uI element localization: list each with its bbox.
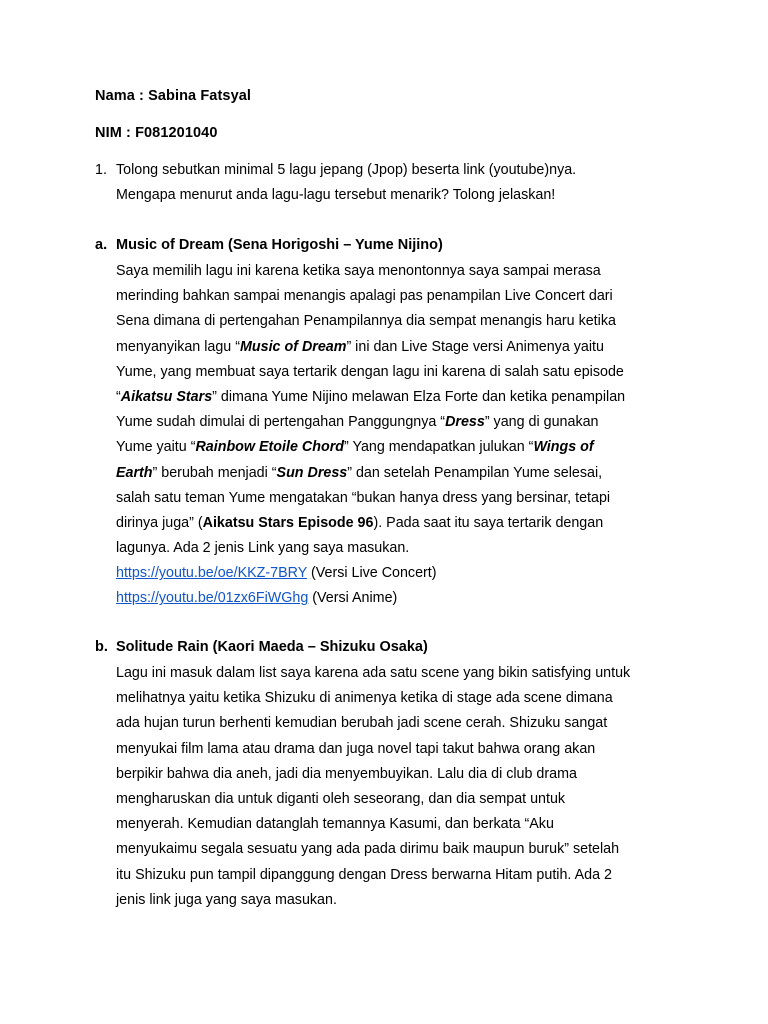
link-line: https://youtu.be/01zx6FiWGhg (Versi Anime) (116, 590, 398, 607)
paragraph-line: menyanyikan lagu “Music of Dream” ini dan Live Stage versi Animenya yaitu (116, 338, 604, 355)
answer-b-label: b. (95, 639, 108, 655)
paragraph-line: Yume, yang membuat saya tertarik dengan lagu ini karena di salah satu episode (116, 363, 624, 380)
youtube-link-live-concert[interactable]: https://youtu.be/oe/KKZ-7BRY (116, 565, 308, 582)
anime-title-emphasis: Aikatsu Stars (120, 388, 213, 405)
paragraph-line: jenis link juga yang saya masukan. (116, 891, 337, 908)
dress-name-emphasis: Sun Dress (276, 464, 348, 481)
student-name: Nama : Sabina Fatsyal (95, 88, 252, 104)
answer-b-title: Solitude Rain (Kaori Maeda – Shizuku Osaka) (116, 639, 428, 655)
dress-emphasis: Dress (445, 414, 485, 431)
paragraph-line: Saya memilih lagu ini karena ketika saya menontonnya saya sampai merasa (116, 263, 601, 279)
paragraph-line: Sena dimana di pertengahan Penampilannya dia sempat menangis haru ketika (116, 313, 616, 330)
nickname-emphasis: Wings of (533, 439, 594, 456)
answer-a-label: a. (95, 237, 108, 253)
question-line: Tolong sebutkan minimal 5 lagu jepang (Jpop) beserta link (youtube)nya. (116, 162, 577, 178)
answer-a-paragraph (116, 259, 686, 612)
paragraph-line: mengharuskan dia untuk diganti oleh seseorang, dan dia sempat untuk (116, 790, 566, 807)
nickname-emphasis: Earth (116, 464, 153, 481)
paragraph-line: “Aikatsu Stars” dimana Yume Nijino melawan Elza Forte dan ketika penampilan (116, 388, 626, 405)
paragraph-line: berpikir bahwa dia aneh, jadi dia menyembuyikan. Lalu dia di club drama (116, 765, 577, 782)
paragraph-line: lagunya. Ada 2 jenis Link yang saya masukan. (116, 540, 410, 557)
paragraph-line: itu Shizuku pun tampil dipanggung dengan Dress berwarna Hitam putih. Ada 2 (116, 866, 612, 883)
paragraph-line: salah satu teman Yume mengatakan “bukan hanya dress yang bersinar, tetapi (116, 489, 611, 506)
student-nim: NIM : F081201040 (95, 125, 218, 141)
youtube-link-anime[interactable]: https://youtu.be/01zx6FiWGhg (116, 590, 309, 607)
paragraph-line: ada hujan turun berhenti kemudian berubah jadi scene cerah. Shizuku sangat (116, 715, 608, 732)
paragraph-line: Earth” berubah menjadi “Sun Dress” dan setelah Penampilan Yume selesai, (116, 464, 603, 481)
paragraph-line: menyerah. Kemudian datanglah temannya Kasumi, dan berkata “Aku (116, 816, 554, 833)
paragraph-line: melihatnya yaitu ketika Shizuku di animenya ketika di stage ada scene dimana (116, 690, 613, 707)
answer-b-paragraph (116, 661, 686, 913)
question-number: 1. (95, 162, 107, 178)
paragraph-line: Yume yaitu “Rainbow Etoile Chord” Yang mendapatkan julukan “Wings of (116, 439, 594, 456)
link-line: https://youtu.be/oe/KKZ-7BRY (Versi Live Concert) (116, 565, 437, 582)
paragraph-line: menyukaimu segala sesuatu yang ada pada dirimu baik maupun buruk” setelah (116, 841, 620, 858)
dress-name-emphasis: Rainbow Etoile Chord (195, 439, 344, 456)
answer-a-title: Music of Dream (Sena Horigoshi – Yume Nijino) (116, 237, 443, 253)
question-line: Mengapa menurut anda lagu-lagu tersebut menarik? Tolong jelaskan! (116, 187, 556, 203)
song-title-emphasis: Music of Dream (239, 338, 347, 355)
paragraph-line: merinding bahkan sampai menangis apalagi pas penampilan Live Concert dari (116, 288, 613, 305)
episode-emphasis: Aikatsu Stars Episode 96 (202, 514, 374, 531)
paragraph-line: Lagu ini masuk dalam list saya karena ada satu scene yang bikin satisfying untuk (116, 665, 631, 681)
paragraph-line: dirinya juga” (Aikatsu Stars Episode 96). Pada saat itu saya tertarik dengan (116, 514, 604, 531)
paragraph-line: menyukai film lama atau drama dan juga novel tapi takut bahwa orang akan (116, 740, 596, 757)
paragraph-line: Yume sudah dimulai di pertengahan Panggungnya “Dress” yang di gunakan (116, 414, 599, 431)
